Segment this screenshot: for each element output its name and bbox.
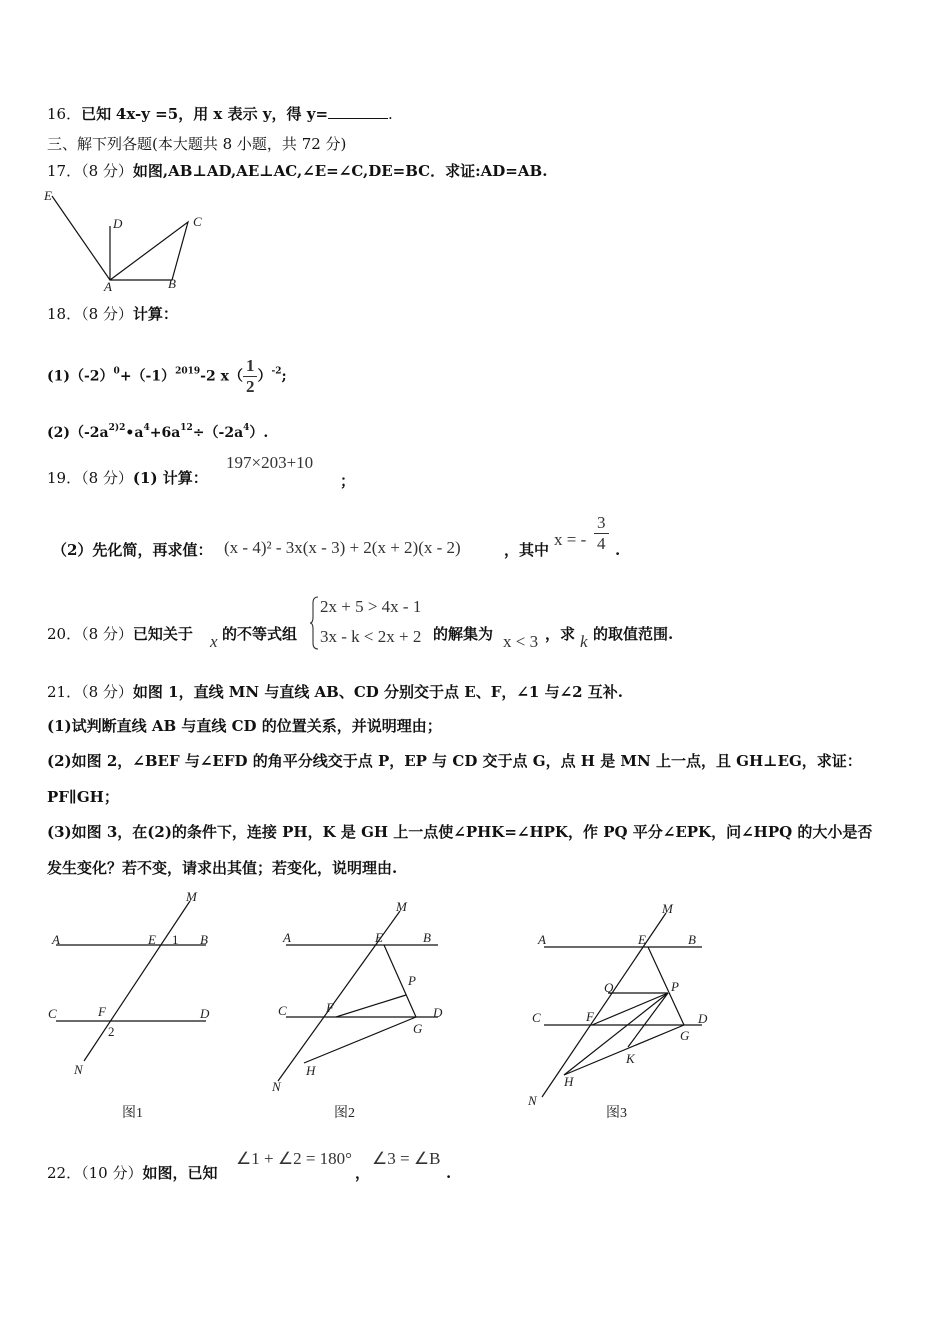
q20-inequality-2: 3x - k < 2x + 2: [320, 627, 422, 646]
q20-solution: x < 3: [503, 632, 539, 651]
fig2-segment-fp: [336, 995, 406, 1017]
fig1-label-m: M: [186, 889, 197, 904]
q21-figure-1: [40, 885, 230, 1125]
q22-number: 22．（10 分）: [47, 1164, 143, 1182]
fig3-caption: 图3: [606, 1106, 627, 1121]
q16-answer-blank[interactable]: [328, 104, 388, 119]
fig2-label-p: P: [408, 973, 416, 988]
q20-text-a: 已知关于: [132, 625, 193, 643]
fig3-segment-ph: [564, 993, 668, 1075]
q20-text-b: 的不等式组: [222, 625, 298, 643]
q18-p1-mid: -2 x（: [200, 368, 243, 385]
q20-text-c: 的解集为: [433, 625, 494, 643]
fig3-label-m: M: [662, 901, 673, 916]
q21-part-2a: (2)如图 2，∠BEF 与∠EFD 的角平分线交于点 P，EP 与 CD 交于点 G，点 H 是 MN 上一点，且 GH⊥EG，求证：: [47, 752, 862, 770]
section-3-heading: 三、解下列各题(本大题共 8 小题，共 72 分): [47, 135, 347, 153]
fig3-line-mn: [542, 913, 666, 1097]
q17-label-d: D: [113, 216, 123, 231]
q22-text-a: 如图，已知: [142, 1164, 218, 1182]
fig1-label-f: F: [98, 1004, 106, 1019]
question-18: [47, 304, 178, 324]
fig3-label-k: K: [626, 1051, 635, 1066]
q21-figure-2: [268, 895, 458, 1125]
question-16: [47, 104, 393, 124]
q16-text-a: 已知: [81, 105, 112, 123]
q18-p1-expneg2: -2: [271, 366, 282, 377]
q19-p1-label: (1) 计算：: [132, 469, 208, 487]
fig1-line-mn: [84, 901, 190, 1061]
fig1-label-b: B: [200, 932, 208, 947]
q19-p2-fraction: $\frac{3}{4}$: [594, 513, 609, 554]
q16-text-b: ，用 x 表示 y，得 y=: [178, 105, 329, 123]
fig3-label-b: B: [688, 932, 696, 947]
fig3-segment-gh: [564, 1025, 684, 1075]
q21-number: 21．（8 分）: [47, 683, 133, 701]
fig1-caption: 图1: [122, 1106, 143, 1121]
q21-part-3b: 发生变化？若不变，请求出其值；若变化，说明理由.: [47, 859, 398, 877]
fig1-label-e: E: [148, 932, 156, 947]
q22-separator: ，: [355, 1164, 371, 1182]
fig2-label-b: B: [423, 930, 431, 945]
q19-p2-expression: (x - 4)² - 3x(x - 3) + 2(x + 2)(x - 2): [224, 538, 461, 557]
q20-text-e: 的取值范围.: [593, 625, 674, 643]
q21-part-2b: PF∥GH；: [47, 788, 119, 806]
fig2-label-g: G: [413, 1021, 423, 1036]
q20-var-x: x: [210, 632, 218, 651]
fig3-label-g: G: [680, 1028, 690, 1043]
q22-equation-2: ∠3 = ∠B: [372, 1149, 441, 1168]
q20-number: 20．（8 分）: [47, 625, 133, 643]
fig1-label-c: C: [48, 1006, 57, 1021]
fig3-label-c: C: [532, 1010, 541, 1025]
q19-p1-end: ；: [340, 472, 356, 490]
q17-label-e: E: [44, 188, 52, 203]
q17-figure: [40, 188, 220, 292]
question-19: [47, 468, 208, 488]
q19-p2-mid: ，其中: [504, 541, 550, 559]
fig2-label-f: F: [326, 1000, 334, 1015]
q18-p1-close: ）: [257, 368, 272, 385]
q20-inequality-1: 2x + 5 > 4x - 1: [320, 597, 422, 616]
q17-figure-lines: [52, 196, 188, 280]
fig2-label-m: M: [396, 899, 407, 914]
q18-p1-exp0: 0: [113, 366, 120, 377]
question-21: [47, 682, 623, 702]
q16-end: .: [388, 105, 393, 123]
fig2-label-a: A: [283, 930, 291, 945]
q21-figure-3: [526, 897, 726, 1125]
q19-p2-label: （2）先化简，再求值：: [52, 541, 213, 559]
fig1-label-2: 2: [108, 1024, 115, 1039]
fig2-label-h: H: [306, 1063, 316, 1078]
fig3-label-d: D: [698, 1011, 708, 1026]
fig1-label-n: N: [74, 1062, 83, 1077]
fig2-caption: 图2: [334, 1106, 355, 1121]
fig3-label-a: A: [538, 932, 546, 947]
q18-p1-fraction: $\frac{1}{2}$: [243, 356, 258, 397]
q18-title: 计算：: [132, 305, 178, 323]
question-22: [47, 1163, 217, 1183]
q16-equation: 4x-y =5: [115, 105, 179, 123]
q18-p1-end: ;: [281, 368, 287, 385]
fig3-label-q: Q: [604, 980, 614, 995]
q19-p1-expression: 197×203+10: [226, 453, 314, 472]
fig3-label-h: H: [564, 1074, 574, 1089]
fig3-label-f: F: [586, 1009, 594, 1024]
fig1-label-a: A: [52, 932, 60, 947]
fig2-label-e: E: [375, 930, 383, 945]
q17-number: 17．（8 分）: [47, 162, 133, 180]
fig1-label-1: 1: [172, 932, 179, 947]
fig3-label-p: P: [671, 979, 679, 994]
q19-p2-end: .: [615, 541, 621, 559]
fig2-label-c: C: [278, 1003, 287, 1018]
q17-label-c: C: [193, 214, 202, 229]
question-17: [47, 161, 547, 181]
fig3-label-n: N: [528, 1093, 537, 1108]
q22-end: .: [446, 1164, 452, 1182]
q20-text-d: ，求: [545, 625, 576, 643]
q19-p2-x: x = -: [554, 530, 587, 549]
q18-p1-plus: +（-1）: [119, 368, 176, 385]
q18-p1-label: (1)（-2）: [47, 368, 114, 385]
q18-part-2: $(2)(-2a^{2)2}•a^4+6a^{12}\div(-2a^4)$.: [47, 423, 269, 441]
q21-part-3a: (3)如图 3，在(2)的条件下，连接 PH，K 是 GH 上一点使∠PHK=∠HPK，作 PQ 平分∠EPK，问∠HPQ 的大小是否: [47, 823, 873, 841]
q21-part-1: (1)试判断直线 AB 与直线 CD 的位置关系，并说明理由；: [47, 717, 442, 735]
fig2-label-d: D: [433, 1005, 443, 1020]
fig1-label-d: D: [200, 1006, 210, 1021]
fig2-segment-gh: [304, 1017, 416, 1063]
q20-var-k: k: [580, 632, 588, 651]
q18-number: 18．（8 分）: [47, 305, 133, 323]
q17-label-a: A: [104, 279, 112, 292]
q19-number: 19．（8 分）: [47, 469, 133, 487]
q17-label-b: B: [168, 276, 176, 291]
fig3-label-e: E: [638, 932, 646, 947]
fig2-label-n: N: [272, 1079, 281, 1094]
q18-part-1: [47, 356, 287, 397]
q16-number: 16．: [47, 105, 82, 123]
q17-text: 如图,AB⊥AD,AE⊥AC,∠E=∠C,DE=BC．求证:AD=AB.: [132, 162, 548, 180]
q21-intro: 如图 1，直线 MN 与直线 AB、CD 分别交于点 E、F，∠1 与∠2 互补.: [132, 683, 624, 701]
question-20: [47, 624, 193, 644]
q20-brace: [310, 595, 320, 651]
q22-equation-1: ∠1 + ∠2 = 180°: [236, 1149, 352, 1168]
q18-p1-exp2019: 2019: [175, 366, 201, 377]
